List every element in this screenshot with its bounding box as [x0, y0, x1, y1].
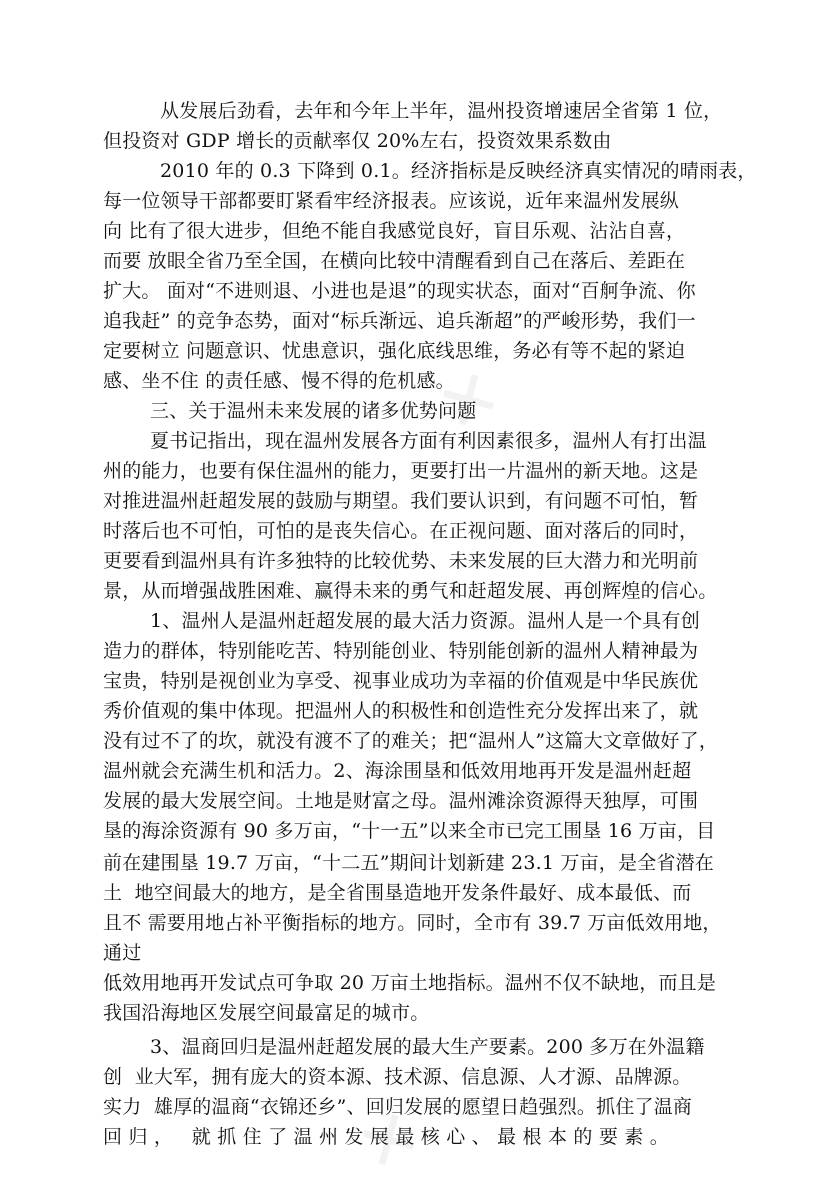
section-heading: 三、关于温州未来发展的诸多优势问题	[150, 400, 477, 422]
text-line: 3、温商回归是温州赶超发展的最大生产要素。200 多万在外温籍	[150, 1036, 705, 1058]
text-line: 前在建围垦 19.7 万亩，“十二五”期间计划新建 23.1 万亩，是全省潜在	[103, 852, 714, 874]
text-line: 温州就会充满生机和活力。2、海涂围垦和低效用地再开发是温州赶超	[103, 760, 692, 782]
text-line: 从发展后劲看，去年和今年上半年，温州投资增速居全省第 1 位，	[160, 100, 723, 122]
text-line: 时落后也不可怕，可怕的是丧失信心。在正视问题、面对落后的同时，	[103, 520, 699, 542]
text-line: 秀价值观的集中体现。把温州人的积极性和创造性充分发挥出来了，就	[103, 700, 699, 722]
text-line: 定要树立 问题意识、忧患意识，强化底线思维，务必有等不起的紧迫	[103, 340, 686, 362]
text-line: 景，从而增强战胜困难、赢得未来的勇气和赶超发展、再创辉煌的信心。	[103, 580, 718, 602]
text-line: 更要看到温州具有许多独特的比较优势、未来发展的巨大潜力和光明前	[103, 550, 699, 572]
text-line: 发展的最大发展空间。土地是财富之母。温州滩涂资源得天独厚，可围	[103, 790, 699, 812]
text-line: 创 业大军，拥有庞大的资本源、技术源、信息源、人才源、品牌源。	[103, 1066, 692, 1088]
text-line: 感、坐不住 的责任感、慢不得的危机感。	[103, 370, 455, 392]
text-line: 土 地空间最大的地方，是全省围垦造地开发条件最好、成本最低、而	[103, 882, 692, 904]
text-line: 而要 放眼全省乃至全国，在横向比较中清醒看到自己在落后、差距在	[103, 250, 686, 272]
text-line: 低效用地再开发试点可争取 20 万亩土地指标。温州不仅不缺地，而且是	[103, 972, 717, 994]
text-line: 夏书记指出，现在温州发展各方面有利因素很多，温州人有打出温	[150, 430, 707, 452]
text-line: 对推进温州赶超发展的鼓励与期望。我们要认识到，有问题不可怕，暂	[103, 490, 699, 512]
watermark-mark: ✕	[343, 1090, 436, 1191]
text-line: 回 归 ， 就 抓 住 了 温 州 发 展 最 核 心 、 最 根 本 的 要 素 。	[103, 1126, 669, 1148]
text-line: 没有过不了的坎，就没有渡不了的难关；把“温州人”这篇大文章做好了，	[103, 730, 719, 752]
text-line: 实力 雄厚的温商“衣锦还乡”、回归发展的愿望日趋强烈。抓住了温商	[103, 1096, 693, 1118]
watermark-mark: ✕	[423, 350, 516, 452]
text-line: 造力的群体，特别能吃苦、特别能创业、特别能创新的温州人精神最为	[103, 640, 699, 662]
text-line: 追我赶” 的竞争态势，面对“标兵渐远、追兵渐超”的严峻形势，我们一	[103, 310, 696, 332]
text-line: 每一位领导干部都要盯紧看牢经济报表。应该说，近年来温州发展纵	[103, 190, 680, 212]
text-line: 扩大。 面对“不进则退、小进也是退”的现实状态，面对“百舸争流、你	[103, 280, 696, 302]
text-line: 通过	[103, 942, 142, 964]
text-line: 垦的海涂资源有 90 多万亩，“十一五”以来全市已完工围垦 16 万亩，目	[103, 820, 716, 842]
text-line: 1、温州人是温州赶超发展的最大活力资源。温州人是一个具有创	[150, 610, 700, 632]
text-line: 我国沿海地区发展空间最富足的城市。	[103, 1002, 430, 1024]
text-line: 但投资对 GDP 增长的贡献率仅 20%左右，投资效果系数由	[103, 130, 612, 152]
text-line: 向 比有了很大进步，但绝不能自我感觉良好，盲目乐观、沾沾自喜，	[103, 220, 686, 242]
text-line: 2010 年的 0.3 下降到 0.1。经济指标是反映经济真实情况的晴雨表，	[160, 160, 757, 182]
text-line: 宝贵，特别是视创业为享受、视事业成功为幸福的价值观是中华民族优	[103, 670, 699, 692]
text-line: 州的能力，也要有保住温州的能力，更要打出一片温州的新天地。这是	[103, 460, 699, 482]
text-line: 且不 需要用地占补平衡指标的地方。同时，全市有 39.7 万亩低效用地，	[103, 912, 722, 934]
